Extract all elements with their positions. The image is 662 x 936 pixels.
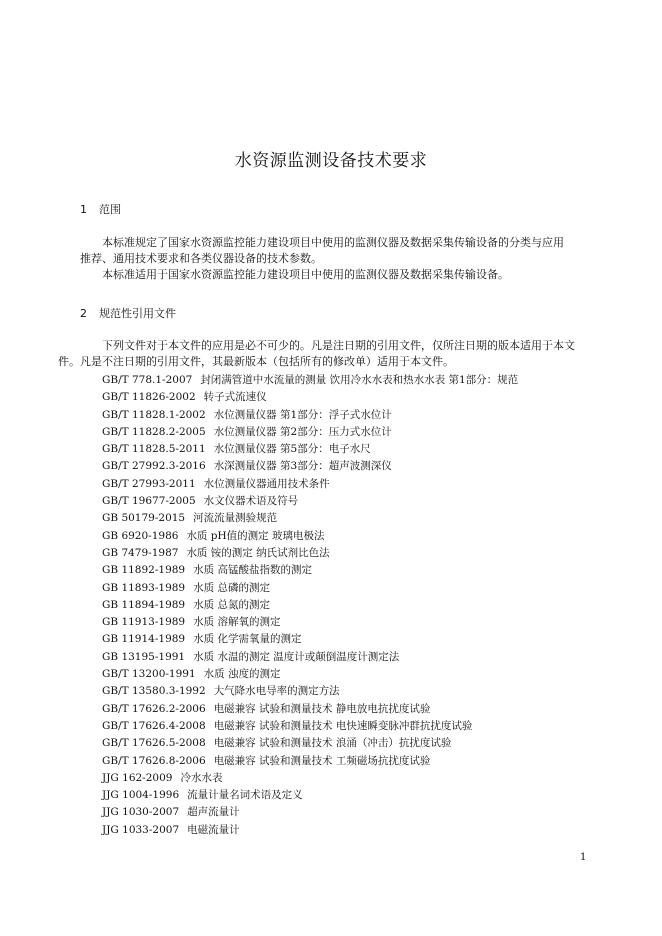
- reference-title: 水质 总氮的测定: [193, 598, 270, 611]
- reference-title: 电磁流量计: [187, 823, 240, 836]
- reference-title: 水位测量仪器通用技术条件: [203, 477, 330, 490]
- reference-title: 水位测量仪器 第5部分：电子水尺: [213, 443, 371, 456]
- reference-item: [102, 822, 518, 839]
- reference-title: 水质 高锰酸盐指数的测定: [193, 564, 312, 577]
- section-heading-scope: [80, 201, 121, 217]
- reference-code: GB 11892-1989: [102, 564, 186, 577]
- reference-title: 电磁兼容 试验和测量技术 工频磁场抗扰度试验: [213, 754, 431, 767]
- reference-title: 电磁兼容 试验和测量技术 静电放电抗扰度试验: [213, 702, 431, 715]
- reference-code: GB/T 11828.5-2011: [102, 443, 206, 456]
- paragraph-line: 件。凡是不注日期的引用文件，其最新版本（包括所有的修改单）适用于本文件。: [58, 355, 454, 368]
- reference-item: [102, 649, 518, 666]
- reference-item: [102, 718, 518, 735]
- reference-code: GB 11914-1989: [102, 633, 186, 646]
- section-title: 范围: [99, 203, 121, 216]
- reference-code: GB/T 778.1-2007: [102, 374, 193, 386]
- reference-item: [102, 372, 518, 389]
- reference-item: [102, 389, 518, 406]
- reference-item: [102, 510, 518, 527]
- reference-item: [102, 683, 518, 700]
- reference-code: GB 6920-1986: [102, 529, 179, 542]
- reference-code: GB/T 17626.5-2008: [102, 737, 206, 750]
- reference-code: JJG 1004-1996: [102, 789, 180, 802]
- reference-code: GB/T 17626.8-2006: [102, 754, 206, 767]
- reference-title: 水深测量仪器 第3部分：超声波测深仪: [213, 460, 392, 473]
- reference-code: GB 50179-2015: [102, 512, 186, 525]
- reference-title: 大气降水电导率的测定方法: [213, 685, 340, 698]
- reference-item: [102, 701, 518, 718]
- reference-code: GB/T 19677-2005: [102, 495, 196, 508]
- reference-item: [102, 804, 518, 821]
- scope-paragraph-1: [80, 235, 604, 267]
- page-number: 1: [580, 852, 587, 863]
- reference-title: 水质 pH值的测定 玻璃电极法: [186, 529, 325, 542]
- normative-references-intro: [58, 338, 604, 370]
- reference-code: GB/T 11826-2002: [102, 391, 196, 404]
- reference-item: [102, 770, 518, 787]
- reference-title: 电磁兼容 试验和测量技术 电快速瞬变脉冲群抗扰度试验: [213, 719, 473, 732]
- paragraph-line: 下列文件对于本文件的应用是必不可少的。凡是注日期的引用文件，仅所注日期的版本适用于本文: [102, 339, 575, 352]
- reference-code: GB 11913-1989: [102, 616, 186, 629]
- section-number: 1: [80, 203, 87, 216]
- reference-code: GB 11894-1989: [102, 598, 186, 611]
- reference-title: 水质 铵的测定 纳氏试剂比色法: [186, 546, 330, 559]
- reference-title: 水质 水温的测定 温度计或颠倒温度计测定法: [193, 650, 400, 663]
- reference-item: [102, 597, 518, 614]
- reference-code: GB/T 13580.3-1992: [102, 685, 206, 698]
- reference-code: JJG 162-2009: [102, 771, 173, 784]
- reference-title: 超声流量计: [187, 806, 240, 819]
- reference-code: GB 11893-1989: [102, 581, 186, 594]
- scope-paragraph-2: [80, 267, 604, 283]
- reference-code: GB/T 13200-1991: [102, 668, 196, 681]
- reference-item: [102, 493, 518, 510]
- reference-code: GB/T 11828.2-2005: [102, 425, 206, 438]
- reference-title: 水质 溶解氧的测定: [193, 616, 281, 629]
- reference-code: GB/T 11828.1-2002: [102, 408, 206, 421]
- reference-item: [102, 476, 518, 493]
- section-title: 规范性引用文件: [99, 307, 176, 320]
- reference-title: 封闭满管道中水流量的测量 饮用冷水水表和热水水表 第1部分：规范: [200, 374, 519, 386]
- reference-item: [102, 562, 518, 579]
- reference-title: 冷水水表: [180, 771, 223, 784]
- paragraph-line: 本标准规定了国家水资源监控能力建设项目中使用的监测仪器及数据采集传输设备的分类与应用: [102, 236, 564, 249]
- reference-item: [102, 631, 518, 648]
- reference-code: GB/T 17626.2-2006: [102, 702, 206, 715]
- reference-title: 水质 化学需氧量的测定: [193, 633, 302, 646]
- reference-item: [102, 441, 518, 458]
- reference-item: [102, 787, 518, 804]
- reference-code: GB/T 27993-2011: [102, 477, 196, 490]
- reference-code: GB 7479-1987: [102, 546, 179, 559]
- reference-title: 流量计量名词术语及定义: [187, 789, 303, 802]
- reference-title: 水文仪器术语及符号: [203, 495, 299, 508]
- section-heading-normative-references: [80, 305, 176, 321]
- section-number: 2: [80, 307, 87, 320]
- reference-item: [102, 614, 518, 631]
- reference-title: 转子式流速仪: [203, 391, 267, 404]
- reference-list: [102, 372, 518, 839]
- paragraph-line: 本标准适用于国家水资源监控能力建设项目中使用的监测仪器及数据采集传输设备。: [102, 268, 509, 281]
- reference-title: 水位测量仪器 第2部分：压力式水位计: [213, 425, 392, 438]
- reference-code: GB/T 27992.3-2016: [102, 460, 206, 473]
- reference-title: 电磁兼容 试验和测量技术 浪涌（冲击）抗扰度试验: [213, 737, 452, 750]
- reference-item: [102, 666, 518, 683]
- reference-item: [102, 407, 518, 424]
- reference-code: GB 13195-1991: [102, 650, 186, 663]
- reference-item: [102, 735, 518, 752]
- reference-item: [102, 753, 518, 770]
- reference-title: 河流流量测验规范: [193, 512, 278, 525]
- reference-code: GB/T 17626.4-2008: [102, 719, 206, 732]
- reference-code: JJG 1033-2007: [102, 823, 180, 836]
- reference-title: 水质 总磷的测定: [193, 581, 270, 594]
- document-title: 水资源监测设备技术要求: [234, 151, 428, 171]
- reference-item: [102, 528, 518, 545]
- reference-item: [102, 545, 518, 562]
- reference-item: [102, 424, 518, 441]
- reference-title: 水质 浊度的测定: [203, 668, 281, 681]
- reference-title: 水位测量仪器 第1部分：浮子式水位计: [213, 408, 392, 421]
- paragraph-line: 推荐、通用技术要求和各类仪器设备的技术参数。: [80, 252, 322, 265]
- reference-code: JJG 1030-2007: [102, 806, 180, 819]
- reference-item: [102, 580, 518, 597]
- reference-item: [102, 458, 518, 475]
